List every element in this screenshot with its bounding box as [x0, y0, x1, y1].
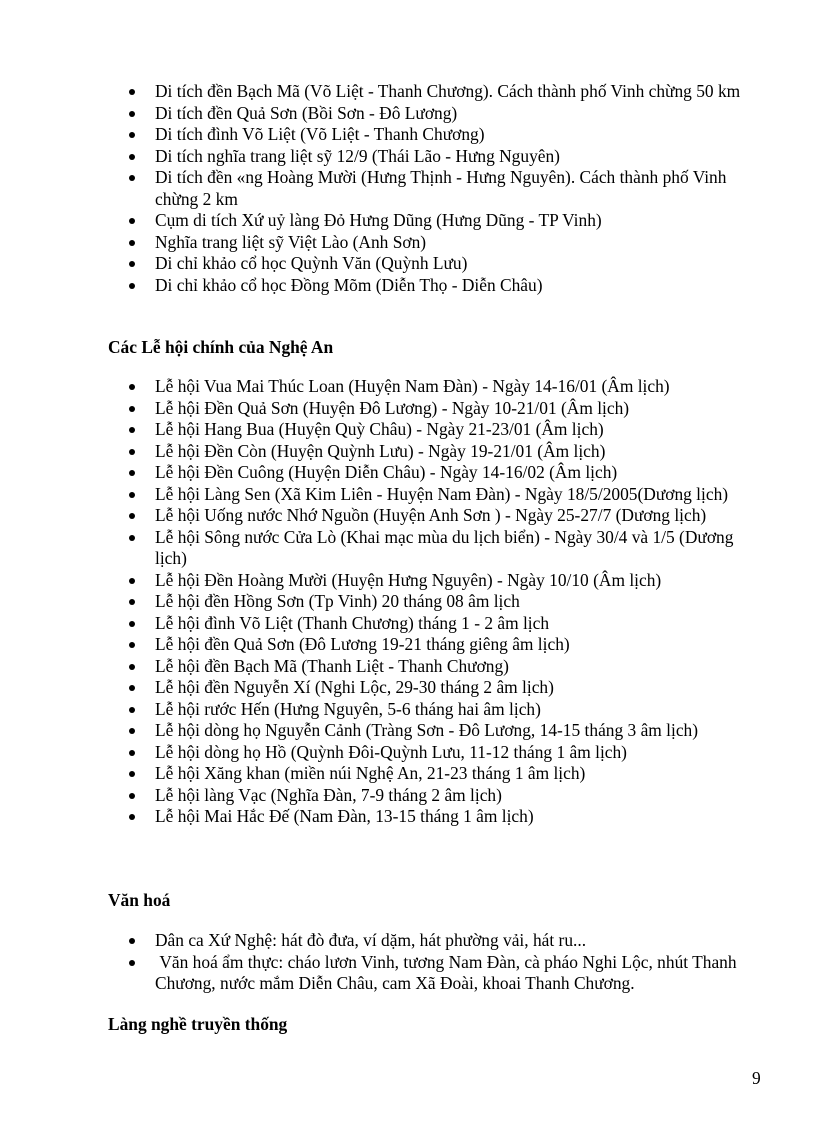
bullet-icon: [129, 599, 135, 605]
page-number: 9: [752, 1068, 761, 1088]
list-item: Lễ hội Đền Còn (Huyện Quỳnh Lưu) - Ngày 19-21/01 (Âm lịch): [0, 441, 816, 463]
list-item: Di chỉ khảo cổ học Quỳnh Văn (Quỳnh Lưu): [0, 253, 816, 275]
bullet-icon: [129, 578, 135, 584]
list-item: Lễ hội đền Quả Sơn (Đô Lương 19-21 tháng giêng âm lịch): [0, 634, 816, 656]
list-item: Lễ hội đình Võ Liệt (Thanh Chương) tháng 1 - 2 âm lịch: [0, 613, 816, 635]
list-item: Lễ hội Xăng khan (miền núi Nghệ An, 21-23 tháng 1 âm lịch): [0, 763, 816, 785]
bullet-icon: [129, 175, 135, 181]
list-item: Lễ hội rước Hến (Hưng Nguyên, 5-6 tháng hai âm lịch): [0, 699, 816, 721]
culture-list: [0, 930, 816, 995]
bullet-icon: [129, 384, 135, 390]
list-item: Di tích nghĩa trang liệt sỹ 12/9 (Thái Lão - Hưng Nguyên): [0, 146, 816, 168]
bullet-icon: [129, 154, 135, 160]
list-item: Lễ hội Làng Sen (Xã Kim Liên - Huyện Nam Đàn) - Ngày 18/5/2005(Dương lịch): [0, 484, 816, 506]
list-item: Di tích đền Bạch Mã (Võ Liệt - Thanh Chương). Cách thành phố Vinh chừng 50 km: [0, 81, 816, 103]
bullet-icon: [129, 642, 135, 648]
list-item: Cụm di tích Xứ uỷ làng Đỏ Hưng Dũng (Hưng Dũng - TP Vinh): [0, 210, 816, 232]
list-item: Lễ hội dòng họ Nguyễn Cảnh (Tràng Sơn - Đô Lương, 14-15 tháng 3 âm lịch): [0, 720, 816, 742]
bullet-icon: [129, 664, 135, 670]
list-item: Lễ hội Sông nước Cửa Lò (Khai mạc mùa du lịch biển) - Ngày 30/4 và 1/5 (Dương lịch): [0, 527, 816, 570]
list-item: Lễ hội đền Hồng Sơn (Tp Vinh) 20 tháng 08 âm lịch: [0, 591, 816, 613]
bullet-icon: [129, 938, 135, 944]
bullet-icon: [129, 240, 135, 246]
bullet-icon: [129, 470, 135, 476]
bullet-icon: [129, 621, 135, 627]
list-item: Lễ hội Đền Cuông (Huyện Diễn Châu) - Ngày 14-16/02 (Âm lịch): [0, 462, 816, 484]
bullet-icon: [129, 771, 135, 777]
bullet-icon: [129, 218, 135, 224]
bullet-icon: [129, 132, 135, 138]
festivals-list: [0, 376, 816, 828]
bullet-icon: [129, 960, 135, 966]
bullet-icon: [129, 427, 135, 433]
bullet-icon: [129, 406, 135, 412]
bullet-icon: [129, 111, 135, 117]
list-item: Lễ hội đền Nguyễn Xí (Nghi Lộc, 29-30 tháng 2 âm lịch): [0, 677, 816, 699]
bullet-icon: [129, 750, 135, 756]
culture-heading: Văn hoá: [108, 890, 171, 910]
list-item: Di tích đình Võ Liệt (Võ Liệt - Thanh Chương): [0, 124, 816, 146]
bullet-icon: [129, 492, 135, 498]
festivals-heading: Các Lễ hội chính của Nghệ An: [108, 337, 334, 357]
list-item: Lễ hội Uống nước Nhớ Nguồn (Huyện Anh Sơn ) - Ngày 25-27/7 (Dương lịch): [0, 505, 816, 527]
list-item: Lễ hội Vua Mai Thúc Loan (Huyện Nam Đàn) - Ngày 14-16/01 (Âm lịch): [0, 376, 816, 398]
list-item: Lễ hội làng Vạc (Nghĩa Đàn, 7-9 tháng 2 âm lịch): [0, 785, 816, 807]
bullet-icon: [129, 685, 135, 691]
bullet-icon: [129, 707, 135, 713]
bullet-icon: [129, 261, 135, 267]
list-item: Lễ hội Mai Hắc Đế (Nam Đàn, 13-15 tháng 1 âm lịch): [0, 806, 816, 828]
bullet-icon: [129, 793, 135, 799]
list-item: Dân ca Xứ Nghệ: hát đò đưa, ví dặm, hát phường vải, hát ru...: [0, 930, 816, 952]
bullet-icon: [129, 89, 135, 95]
list-item: Lễ hội Hang Bua (Huyện Quỳ Châu) - Ngày 21-23/01 (Âm lịch): [0, 419, 816, 441]
list-item: Nghĩa trang liệt sỹ Việt Lào (Anh Sơn): [0, 232, 816, 254]
list-item: Lễ hội Đền Quả Sơn (Huyện Đô Lương) - Ngày 10-21/01 (Âm lịch): [0, 398, 816, 420]
bullet-icon: [129, 728, 135, 734]
bullet-icon: [129, 814, 135, 820]
list-item: Lễ hội đền Bạch Mã (Thanh Liệt - Thanh Chương): [0, 656, 816, 678]
bullet-icon: [129, 449, 135, 455]
list-item: Lễ hội Đền Hoàng Mười (Huyện Hưng Nguyên) - Ngày 10/10 (Âm lịch): [0, 570, 816, 592]
list-item: Văn hoá ẩm thực: cháo lươn Vinh, tương Nam Đàn, cà pháo Nghi Lộc, nhút Thanh Chương, nước mắm Diễn Châu, cam Xã Đoài, khoai Thanh Chương.: [0, 952, 816, 995]
bullet-icon: [129, 535, 135, 541]
bullet-icon: [129, 283, 135, 289]
list-item: Lễ hội dòng họ Hồ (Quỳnh Đôi-Quỳnh Lưu, 11-12 tháng 1 âm lịch): [0, 742, 816, 764]
list-item: Di tích đền «ng Hoàng Mười (Hưng Thịnh - Hưng Nguyên). Cách thành phố Vinh chừng 2 km: [0, 167, 816, 210]
list-item: Di tích đền Quả Sơn (Bồi Sơn - Đô Lương): [0, 103, 816, 125]
bullet-icon: [129, 513, 135, 519]
historic-sites-list: [0, 81, 816, 296]
list-item: Di chỉ khảo cổ học Đồng Mõm (Diễn Thọ - Diễn Châu): [0, 275, 816, 297]
crafts-heading: Làng nghề truyền thống: [108, 1014, 288, 1034]
